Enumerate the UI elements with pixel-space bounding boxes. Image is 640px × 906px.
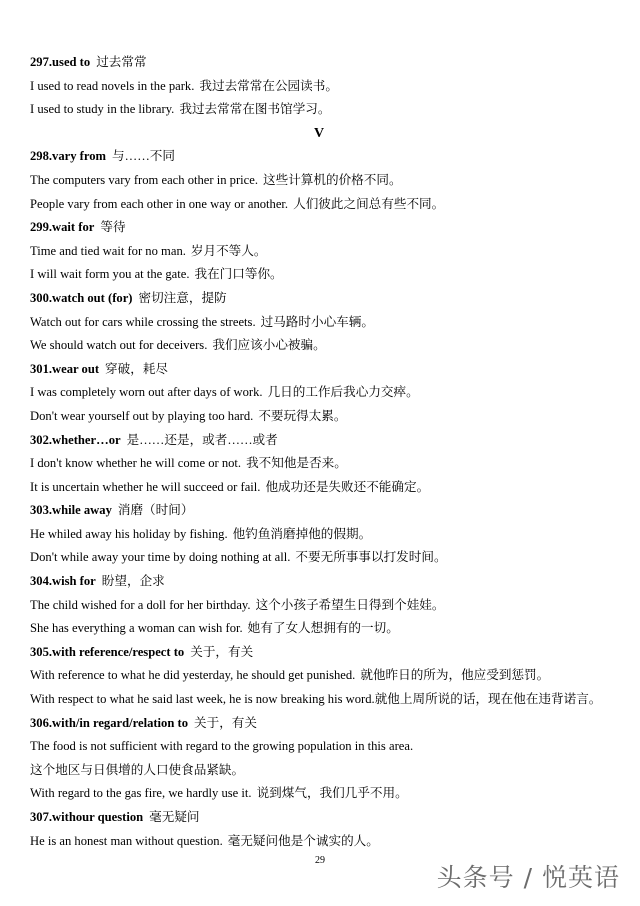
example-sentence [30,169,620,193]
example-english: With respect to what he said last week, he is now breaking his word. [30,692,375,707]
example-chinese: 过马路时小心车辆。 [260,314,374,329]
example-english: He is an honest man without question. [30,833,223,848]
example-sentence [30,735,620,759]
example-sentence [30,664,620,688]
example-chinese: 就他昨日的所为，他应受到惩罚。 [360,668,550,683]
phrase-term: 306.with/in regard/relation to [30,715,188,730]
phrase-term: 297.used to [30,55,91,69]
phrase-gloss: 关于，有关 [190,644,254,659]
example-english: Don't wear yourself out by playing too hard. [30,408,254,423]
phrase-heading [30,358,620,382]
phrase-heading [30,712,620,736]
phrase-entry [30,712,620,806]
example-sentence [30,405,620,429]
phrase-gloss: 与……不同 [112,149,175,164]
phrase-term: 300.watch out (for) [30,290,133,305]
phrase-heading [30,216,620,240]
phrase-term: 301.wear out [30,361,100,376]
example-english: The computers vary from each other in price. [30,172,258,187]
phrase-entry [30,216,620,287]
phrase-entry [30,51,620,122]
example-sentence [30,476,620,500]
phrase-heading [30,570,620,594]
example-chinese: 这些计算机的价格不同。 [263,172,402,187]
phrase-gloss: 消磨（时间） [117,503,194,518]
example-chinese: 我不知他是否来。 [246,456,347,471]
example-english: People vary from each other in one way or another. [30,196,289,211]
example-sentence [30,263,620,287]
example-chinese: 她有了女人想拥有的一切。 [247,621,399,636]
phrase-heading [30,429,620,453]
entries-top [30,51,620,122]
phrase-term: 299.wait for [30,220,95,235]
phrase-heading [30,287,620,311]
example-english: I was completely worn out after days of work. [30,385,263,400]
example-english: The child wished for a doll for her birthday. [30,597,251,612]
example-english: She has everything a woman can wish for. [30,621,243,636]
phrase-heading [30,641,620,665]
example-sentence [30,75,620,99]
section-letter: V [313,125,325,141]
entries-main [30,145,620,853]
example-english: I used to study in the library. [30,102,175,117]
example-sentence [30,546,620,570]
phrase-heading [30,145,620,169]
example-sentence [30,452,620,476]
phrase-gloss: 穿破，耗尽 [105,361,168,376]
phrase-entry [30,429,620,500]
example-chinese: 他钓鱼消磨掉他的假期。 [232,526,372,541]
example-sentence [30,311,620,335]
example-chinese: 不要无所事事以打发时间。 [295,550,447,565]
example-sentence [30,759,620,783]
phrase-heading [30,499,620,523]
phrase-term: 303.while away [30,503,112,518]
example-english: I will wait form you at the gate. [30,267,190,282]
phrase-entry [30,287,620,358]
example-chinese: 说到煤气，我们几乎不用。 [256,786,408,801]
document-page [30,51,620,853]
example-english: With reference to what he did yesterday, he should get punished. [30,668,356,683]
phrase-entry [30,358,620,429]
example-english: Don't while away your time by doing nothing at all. [30,550,291,565]
phrase-gloss: 过去常常 [96,55,147,69]
phrase-entry [30,806,620,853]
example-chinese: 我过去常常在图书馆学习。 [179,102,331,117]
example-english: With regard to the gas fire, we hardly use it. [30,786,252,801]
phrase-term: 302.whether…or [30,432,121,447]
example-english: Watch out for cars while crossing the streets. [30,314,256,329]
page-number: 29 [315,855,325,866]
example-chinese: 他成功还是失败还不能确定。 [265,479,430,494]
phrase-term: 298.vary from [30,149,107,164]
phrase-gloss: 毫无疑问 [149,810,200,824]
watermark-logo: 头条号 / 悦英语 [436,863,620,892]
example-sentence [30,688,620,712]
example-chinese: 这个小孩子希望生日得到个娃娃。 [255,597,445,612]
phrase-gloss: 是……还是，或者……或者 [126,432,278,447]
example-chinese: 不要玩得太累。 [258,408,347,423]
example-english: I don't know whether he will come or not. [30,456,242,471]
phrase-gloss: 盼望，企求 [101,574,165,589]
phrase-heading [30,51,620,75]
phrase-gloss: 密切注意，提防 [138,290,227,305]
example-sentence [30,617,620,641]
example-chinese: 这个地区与日俱增的人口使食品紧缺。 [30,762,245,777]
example-chinese: 就他上周所说的话，现在他在违背诺言。 [374,692,602,707]
example-chinese: 我们应该小心被骗。 [212,338,326,353]
phrase-entry [30,641,620,712]
phrase-term: 307.withour question [30,810,144,824]
example-chinese: 我在门口等你。 [194,267,283,282]
example-english: I used to read novels in the park. [30,78,195,93]
example-english: The food is not sufficient with regard to the growing population in this area. [30,739,414,754]
example-english: Time and tied wait for no man. [30,243,186,258]
example-sentence [30,523,620,547]
example-sentence [30,98,620,122]
phrase-entry [30,145,620,216]
phrase-entry [30,570,620,641]
example-chinese: 岁月不等人。 [190,243,267,258]
example-sentence [30,381,620,405]
phrase-term: 304.wish for [30,574,96,589]
phrase-gloss: 关于，有关 [194,715,257,730]
example-sentence [30,240,620,264]
example-english: We should watch out for deceivers. [30,338,208,353]
example-chinese: 人们彼此之间总有些不同。 [293,196,445,211]
example-sentence [30,830,620,854]
example-chinese: 毫无疑问他是个诚实的人。 [227,833,379,848]
example-sentence [30,334,620,358]
example-sentence [30,193,620,217]
example-english: He whiled away his holiday by fishing. [30,526,228,541]
phrase-term: 305.with reference/respect to [30,644,185,659]
example-chinese: 我过去常常在公园读书。 [199,78,338,93]
example-english: It is uncertain whether he will succeed or fail. [30,479,261,494]
example-sentence [30,594,620,618]
phrase-gloss: 等待 [100,220,126,235]
example-sentence [30,782,620,806]
phrase-entry [30,499,620,570]
example-chinese: 几日的工作后我心力交瘁。 [267,385,419,400]
phrase-heading [30,806,620,830]
